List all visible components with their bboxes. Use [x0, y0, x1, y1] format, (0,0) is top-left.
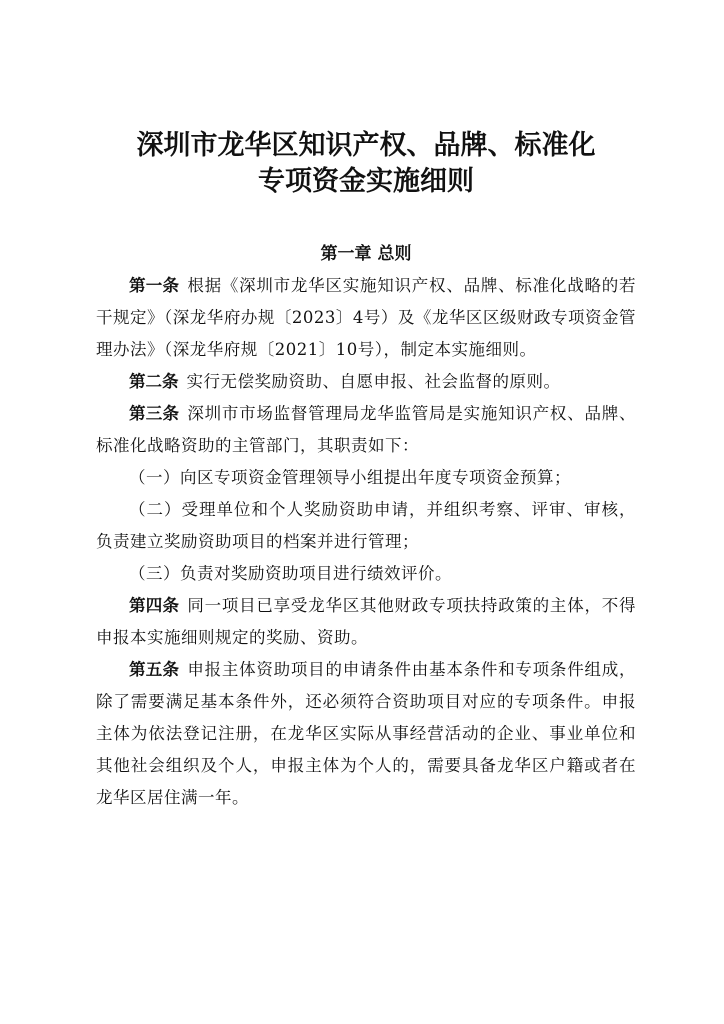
- article-2: [96, 366, 636, 398]
- duty-item-1: （一）向区专项资金管理领导小组提出年度专项资金预算；: [129, 468, 571, 487]
- article-text: 深圳市市场监督管理局龙华监管局是实施知识产权、品牌、标准化战略资助的主管部门，其职责如下：: [96, 404, 637, 455]
- duty-item-2: （二）受理单位和个人奖励资助申请，并组织考察、评审、审核，负责建立奖励资助项目的档案并进行管理；: [96, 500, 636, 551]
- article-label: 第三条: [129, 404, 180, 423]
- chapter-heading: 第一章 总则: [320, 244, 412, 264]
- article-label: 第一条: [129, 276, 180, 295]
- article-label: 第二条: [129, 372, 179, 391]
- article-1: [96, 270, 636, 366]
- article-text: 申报主体资助项目的申请条件由基本条件和专项条件组成，除了需要满足基本条件外，还必须符合资助项目对应的专项条件。申报主体为依法登记注册，在龙华区实际从事经营活动的企业、事业单位和其他社会组织及个人，申报主体为个人的，需要具备龙华区户籍或者在龙华区居住满一年。: [96, 660, 637, 807]
- article-3: [96, 398, 636, 462]
- duty-item-3: （三）负责对奖励资助项目进行绩效评价。: [129, 564, 452, 583]
- article-text: 实行无偿奖励资助、自愿申报、社会监督的原则。: [186, 372, 561, 391]
- article-label: 第五条: [129, 660, 180, 679]
- article-5: [96, 654, 636, 814]
- title-line-1: 深圳市龙华区知识产权、品牌、标准化: [136, 130, 596, 161]
- article-text: 同一项目已享受龙华区其他财政专项扶持政策的主体，不得申报本实施细则规定的奖励、资助。: [96, 596, 637, 647]
- article-label: 第四条: [129, 596, 180, 615]
- document-title: [96, 0, 636, 200]
- article-text: 根据《深圳市龙华区实施知识产权、品牌、标准化战略的若干规定》（深龙华府办规〔2023〕4号）及《龙华区区级财政专项资金管理办法》（深龙华府规〔2021〕10号），制定本实施细则。: [96, 276, 637, 359]
- article-4: [96, 590, 636, 654]
- title-line-2: 专项资金实施细则: [258, 166, 474, 197]
